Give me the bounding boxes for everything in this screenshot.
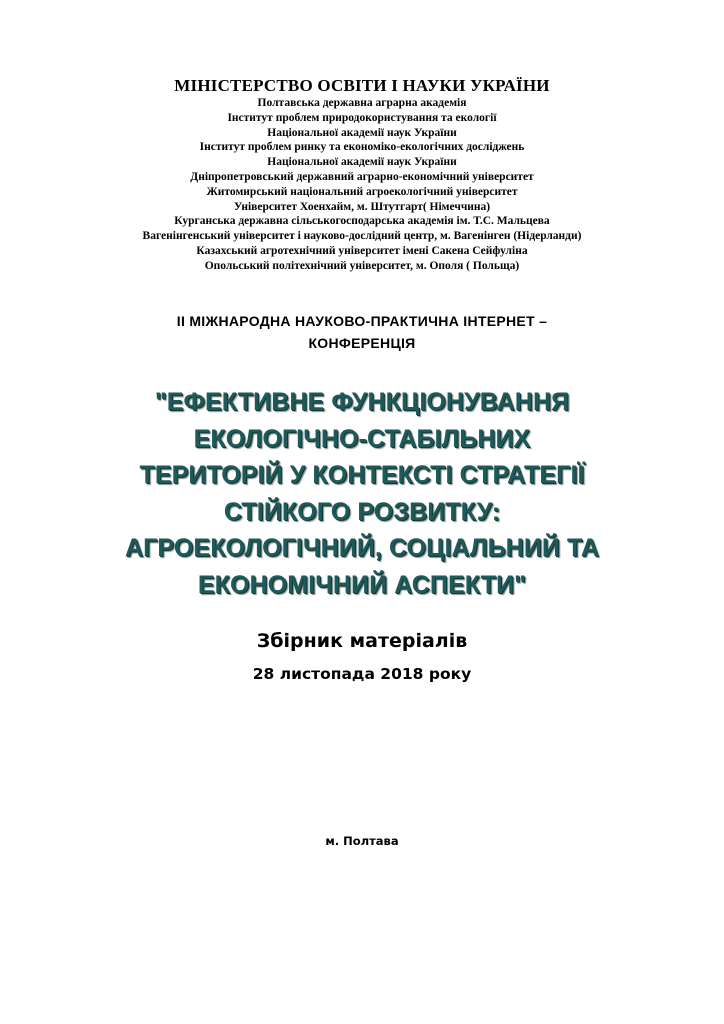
conference-line: КОНФЕРЕНЦІЯ: [308, 335, 416, 351]
title-line: СТІЙКОГО РОЗВИТКУ:: [223, 497, 501, 526]
conference-line: ІІ МІЖНАРОДНА НАУКОВО-ПРАКТИЧНА ІНТЕРНЕТ –: [176, 313, 548, 329]
title-line: ТЕРИТОРІЙ У КОНТЕКСТІ СТРАТЕГІЇ: [139, 461, 585, 489]
institution-line: Національної академії наук України: [267, 126, 457, 139]
title-line: АГРОЕКОЛОГІЧНИЙ, СОЦІАЛЬНИЙ ТА: [125, 534, 599, 562]
title-line: ЕКОНОМІЧНИЙ АСПЕКТИ": [197, 570, 527, 599]
institution-line: Дніпропетровський державний аграрно-економічний університет: [190, 170, 534, 183]
institution-line: Університет Хоенхайм, м. Штутгарт( Німеччина): [233, 200, 491, 213]
publication-city: м. Полтава: [325, 834, 399, 848]
conference-title: [0, 384, 724, 603]
institution-line: Вагенінгенський університет і науково-дослідний центр, м. Вагенінген (Нідерланди): [142, 230, 582, 243]
institutions-list: [0, 96, 724, 274]
title-line: ЕКОЛОГІЧНО-СТАБІЛЬНИХ: [193, 424, 531, 453]
institution-line: Національної академії наук України: [267, 156, 457, 169]
institution-line: Курганська державна сільськогосподарська академія ім. Т.С. Мальцева: [174, 215, 550, 228]
institution-line: Інститут проблем природокористування та екології: [227, 111, 497, 124]
institution-line: Полтавська державна аграрна академія: [257, 97, 467, 109]
institution-line: Опольський політехнічний університет, м. Ополя ( Польща): [204, 259, 520, 272]
title-line: "ЕФЕКТИВНЕ ФУНКЦІОНУВАННЯ: [154, 388, 570, 416]
conference-heading: [0, 310, 724, 354]
collection-subtitle: Збірник матеріалів: [256, 630, 468, 652]
conference-date: 28 листопада 2018 року: [252, 665, 472, 683]
institution-line: Казахський агротехнічний університет імені Сакена Сейфуліна: [196, 244, 528, 257]
institution-line: Інститут проблем ринку та економіко-екологічних досліджень: [199, 141, 525, 154]
institution-line: Житомирський національний агроекологічний університет: [206, 185, 518, 198]
ministry-heading: МІНІСТЕРСТВО ОСВІТИ І НАУКИ УКРАЇНИ: [174, 76, 550, 95]
